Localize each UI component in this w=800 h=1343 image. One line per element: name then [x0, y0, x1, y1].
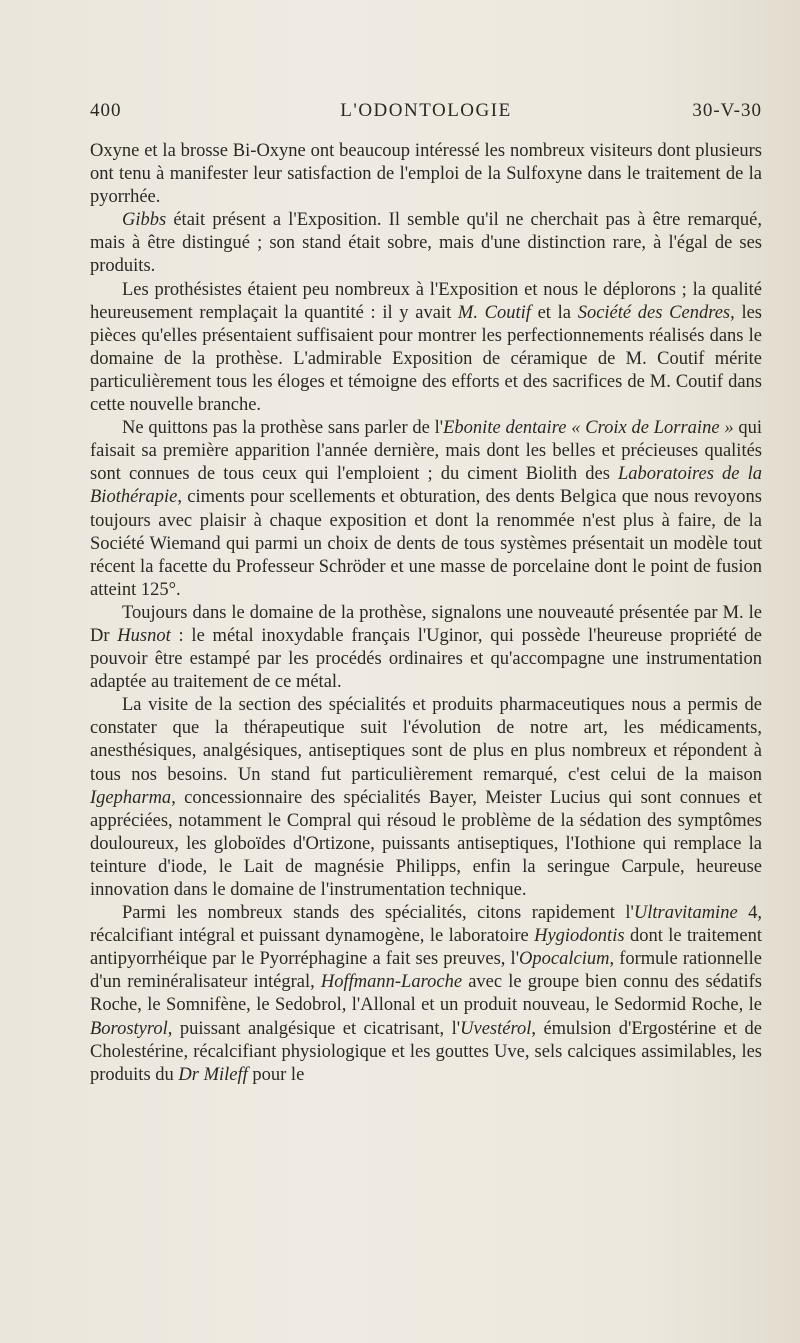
- paragraph: [90, 694, 762, 902]
- text-segment: La visite de la section des spécialités et produits pharmaceutiques nous a permis de constater que la thérapeutique suit l'évolution de notre art, les médicaments, anesthésiques, analgésiques, antiseptiques sont de plus en plus nombreux et répondent à tous nos besoins. Un stand fut particulièrement remarqué, c'est celui de la maison: [90, 695, 762, 785]
- text-segment: 4, récalcifiant intégral et puissant dynamogène, le laboratoire: [90, 903, 762, 947]
- text-segment: : le métal inoxydable français l'Uginor, qui possède l'heureuse propriété de pouvoir être estampé par les procédés ordinaires et qu'accompagne une instrumentation adaptée au traitement de ce métal.: [90, 625, 762, 693]
- paragraph: [90, 279, 762, 418]
- text-segment: Parmi les nombreux stands des spécialités, citons rapidement l': [122, 903, 634, 924]
- italic-segment: Ultravitamine: [633, 903, 738, 924]
- journal-title: L'ODONTOLOGIE: [340, 100, 512, 121]
- text-segment: , émulsion d'Ergostérine et de Cholestérine, récalcifiant physiologique et les gouttes Uve, sels calciques assimilables, les produits du: [90, 1018, 762, 1085]
- paragraph: [90, 140, 762, 209]
- italic-segment: Husnot: [117, 625, 171, 646]
- italic-segment: M. Coutif: [457, 302, 531, 323]
- paragraph: [90, 902, 762, 1087]
- italic-segment: Société des Cendres: [577, 302, 731, 323]
- text-segment: , concessionnaire des spécialités Bayer, Meister Lucius qui sont connues et appréciées, notamment le Compral qui résoud le problème de la sédation des symptômes douloureux, les globoïdes d'Ortizone, puissants antiseptiques, l'Iothione qui remplace la teinture d'iode, le Lait de magnésie Philipps, enfin la seringue Carpule, heureuse innovation dans le domaine de l'instrumentation technique.: [90, 787, 762, 900]
- italic-segment: Dr Mileff: [178, 1064, 248, 1085]
- italic-segment: Igepharma: [90, 787, 172, 808]
- text-segment: avec le groupe bien connu des sédatifs Roche, le Somnifène, le Sedobrol, l'Allonal et un produit nouveau, le Sedormid Roche, le: [90, 972, 762, 1016]
- text-segment: , puissant analgésique et cicatrisant, l': [167, 1018, 461, 1039]
- paragraph: [90, 602, 762, 694]
- text-segment: qui faisait sa première apparition l'année dernière, mais dont les belles et précieuses qualités sont connues de tous ceux qui l'emploient ; du ciment Biolith des: [90, 418, 763, 485]
- article-body: [90, 140, 762, 1087]
- text-segment: pour le: [247, 1064, 305, 1085]
- text-segment: était présent a l'Exposition. Il semble qu'il ne cherchait pas à être remarqué, mais à être distingué ; son stand était sobre, mais d'une distinction rare, à l'égal de ses produits.: [90, 210, 762, 277]
- text-segment: Toujours dans le domaine de la prothèse, signalons une nouveauté présentée par M. le Dr: [90, 602, 762, 646]
- text-segment: , les pièces qu'elles présentaient suffisaient pour montrer les perfectionnements réalisés dans le domaine de la prothèse. L'admirable Exposition de céramique de M. Coutif mérite particulièrement tous les éloges et témoigne des efforts et des sacrifices de M. Coutif dans cette nouvelle branche.: [90, 302, 762, 416]
- italic-segment: Hygiodontis: [534, 926, 625, 947]
- italic-segment: Hoffmann-Laroche: [320, 972, 463, 993]
- italic-segment: Gibbs: [122, 210, 167, 231]
- running-header: [90, 100, 762, 126]
- text-segment: , ciments pour scellements et obturation, des dents Belgica que nous revoyons toujours avec plaisir à chaque exposition et dont la renommée n'est plus à faire, de la Société Wiemand qui parmi un choix de dents de tous systèmes présentait un modèle tout récent la facette du Professeur Schröder et une masse de porcelaine dont le point de fusion atteint 125°.: [90, 487, 762, 600]
- italic-segment: Laboratoires de la Biothérapie: [90, 464, 762, 508]
- text-segment: et la: [530, 302, 578, 323]
- paragraph: [90, 417, 762, 602]
- italic-segment: Ebonite dentaire « Croix de Lorraine »: [443, 418, 734, 439]
- text-segment: dont le traitement antipyorrhéique par le Pyorréphagine a fait ses preuves, l': [90, 926, 762, 970]
- italic-segment: Borostyrol: [90, 1018, 168, 1039]
- text-segment: Oxyne et la brosse Bi-Oxyne ont beaucoup intéressé les nombreux visiteurs dont plusieurs ont tenu à manifester leur satisfaction de l'emploi de la Sulfoxyne dans le traitement de la pyorrhée.: [90, 141, 762, 208]
- text-segment: Ne quittons pas la prothèse sans parler de l': [122, 418, 444, 439]
- text-segment: , formule rationnelle d'un reminéralisateur intégral,: [90, 949, 762, 993]
- page-number: 400: [90, 100, 122, 121]
- italic-segment: Opocalcium: [519, 949, 610, 970]
- text-segment: Les prothésistes étaient peu nombreux à l'Exposition et nous le déplorons ; la qualité heureusement remplaçait la quantité : il y avait: [90, 279, 762, 323]
- issue-date: 30-V-30: [692, 100, 762, 121]
- paragraph: [90, 209, 762, 278]
- italic-segment: Uvestérol: [460, 1018, 532, 1039]
